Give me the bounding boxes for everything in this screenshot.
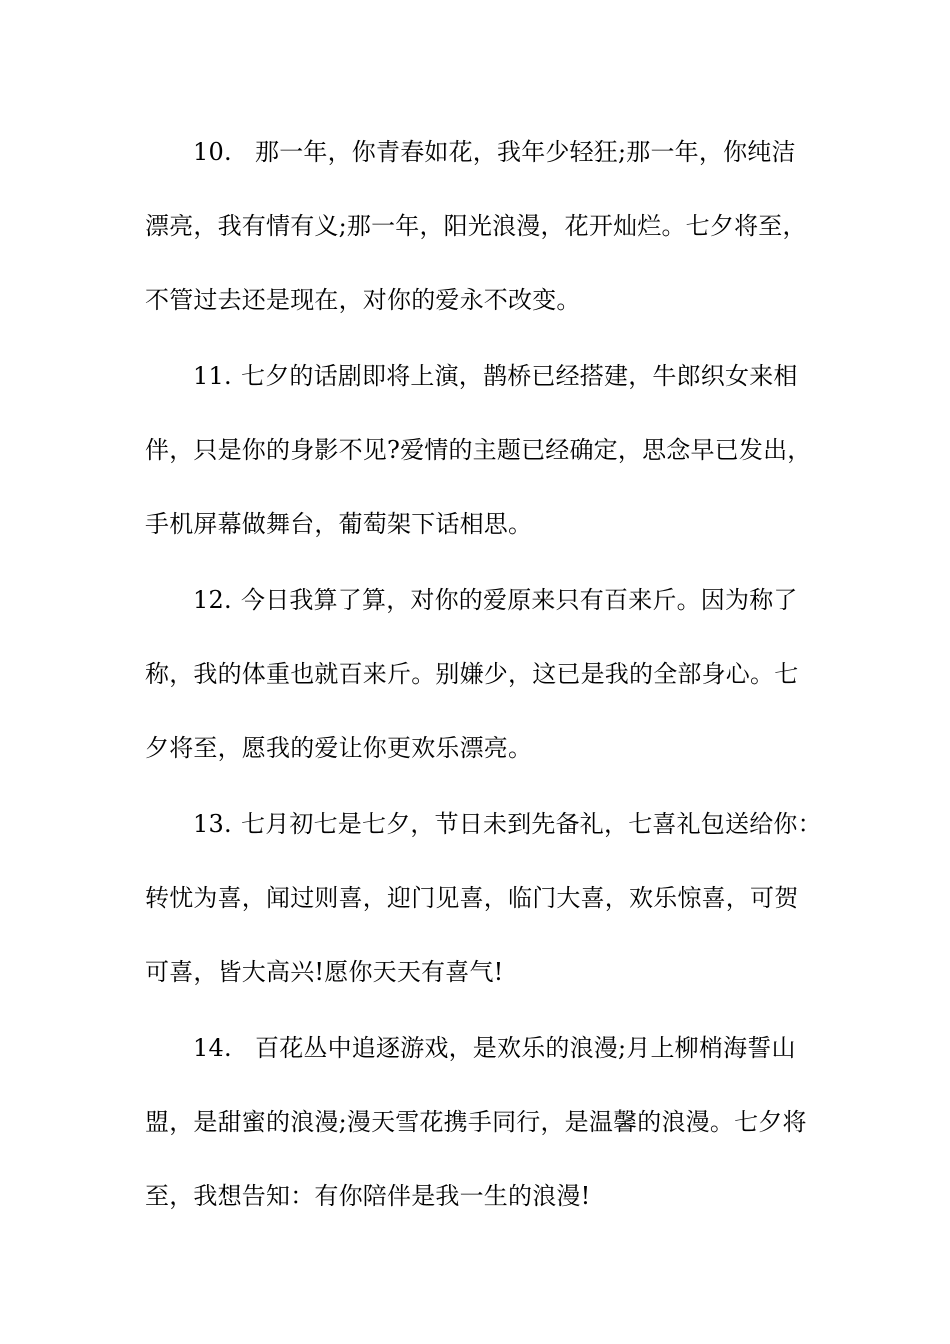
- item-10-first-line: [193, 137, 796, 167]
- item-number: 11.: [193, 362, 232, 390]
- item-14-line-2: 盟，是甜蜜的浪漫;漫天雪花携手同行，是温馨的浪漫。七夕将: [145, 1108, 807, 1136]
- item-text: 今日我算了算，对你的爱原来只有百来斤。因为称了: [241, 586, 798, 614]
- item-12-first-line: [193, 585, 798, 615]
- item-11-first-line: [193, 361, 798, 391]
- item-12-line-2: 称，我的体重也就百来斤。别嫌少，这已是我的全部身心。七: [145, 660, 799, 688]
- item-text: 七夕的话剧即将上演，鹊桥已经搭建，牛郎织女来相: [241, 362, 798, 390]
- item-10-line-3: 不管过去还是现在，对你的爱永不改变。: [145, 286, 581, 314]
- item-13-line-2: 转忧为喜，闻过则喜，迎门见喜，临门大喜，欢乐惊喜，可贺: [145, 884, 799, 912]
- item-11-line-3: 手机屏幕做舞台，葡萄架下话相思。: [145, 510, 533, 538]
- item-12-line-3: 夕将至，愿我的爱让你更欢乐漂亮。: [145, 734, 533, 762]
- item-text: 七月初七是七夕，节日未到先备礼，七喜礼包送给你：: [241, 810, 822, 838]
- item-13-line-3: 可喜，皆大高兴!愿你天天有喜气!: [145, 958, 504, 986]
- item-11-line-2: 伴，只是你的身影不见?爱情的主题已经确定，思念早已发出，: [145, 436, 812, 464]
- item-number: 13.: [193, 810, 232, 838]
- item-10-line-2: 漂亮，我有情有义;那一年，阳光浪漫，花开灿烂。七夕将至，: [145, 212, 807, 240]
- item-13-first-line: [193, 809, 822, 839]
- item-text: 百花丛中追逐游戏，是欢乐的浪漫;月上柳梢海誓山: [255, 1034, 796, 1062]
- item-14-line-3: 至，我想告知：有你陪伴是我一生的浪漫!: [145, 1182, 591, 1210]
- item-number: 12.: [193, 586, 232, 614]
- item-text: 那一年，你青春如花，我年少轻狂;那一年，你纯洁: [255, 138, 796, 166]
- item-14-first-line: [193, 1033, 796, 1063]
- item-number: 10.: [193, 138, 232, 166]
- item-number: 14.: [193, 1034, 232, 1062]
